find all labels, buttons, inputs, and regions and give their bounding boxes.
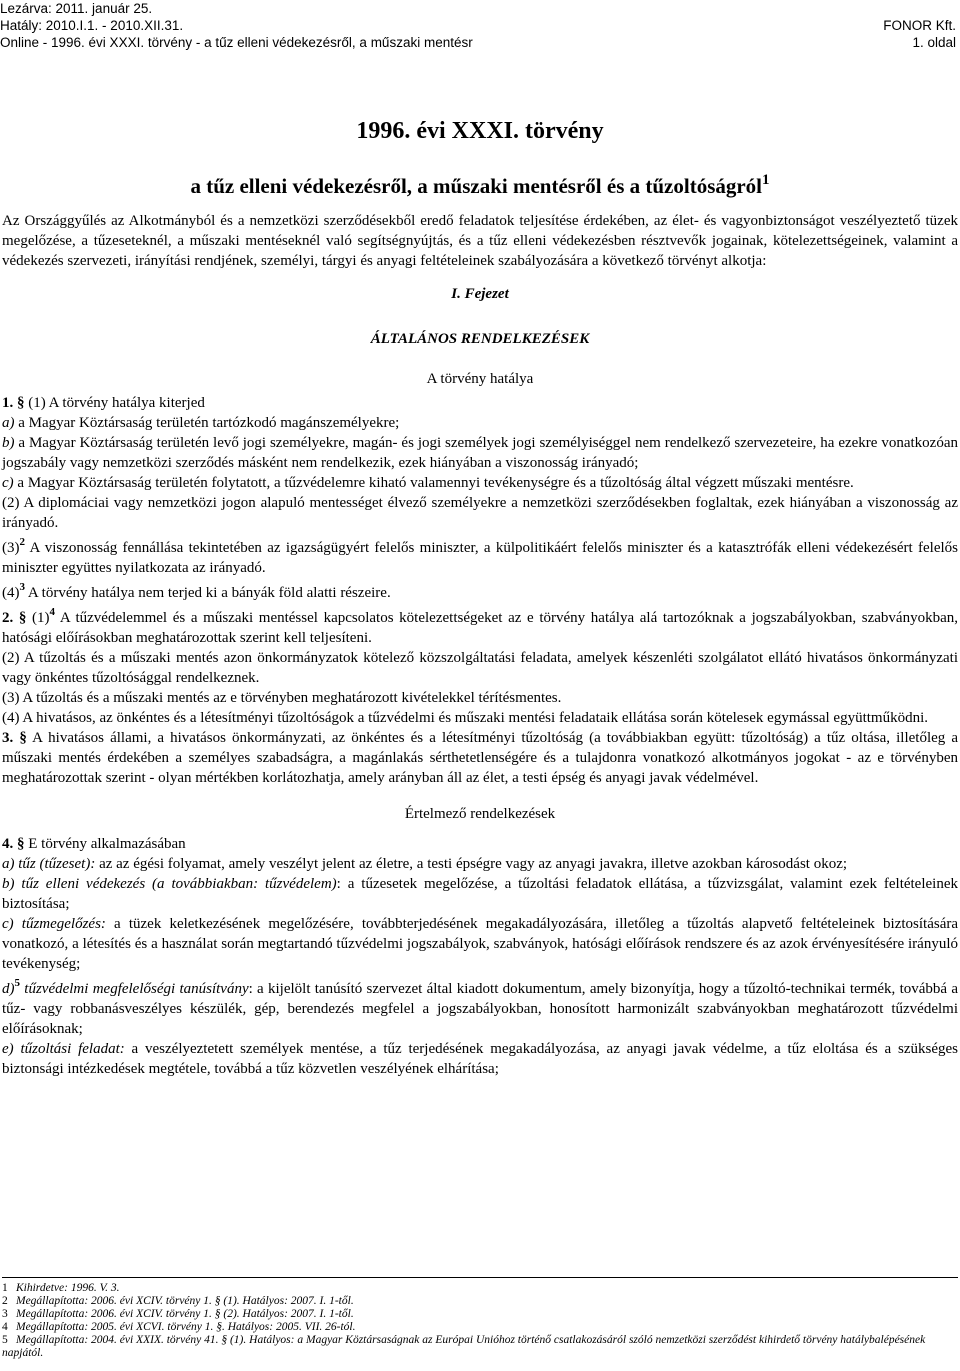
definition-term: tűzvédelmi megfelelőségi tanúsítvány bbox=[20, 981, 249, 997]
section-2-para-1 bbox=[2, 608, 958, 648]
section-2-para-3: (3) A tűzoltás és a műszaki mentés az e törvényben meghatározott kivételekkel térítésmentes. bbox=[2, 690, 562, 706]
footnote-ref-3[interactable]: 3 bbox=[19, 581, 25, 593]
footnote-5 bbox=[2, 1334, 958, 1360]
section-number: 2. bbox=[2, 610, 14, 626]
section-4-intro bbox=[2, 834, 958, 854]
item-label: b) bbox=[2, 435, 15, 451]
definition-term: c) tűzmegelőzés: bbox=[2, 916, 106, 932]
item-text: a Magyar Köztársaság területén folytatott, a tűzvédelemre kiható valamennyi tevékenységre és a tűzoltóság által végzett műszaki mentésre. bbox=[17, 475, 854, 491]
section-sign: § bbox=[18, 610, 27, 626]
item-text: a Magyar Köztársaság területén tartózkodó magánszemélyekre; bbox=[18, 415, 400, 431]
item-label: a) bbox=[2, 415, 15, 431]
section-1-para-3 bbox=[2, 538, 958, 578]
footnote-number: 3 bbox=[2, 1308, 8, 1320]
chapter-number: I. Fejezet bbox=[451, 286, 509, 302]
footnote-text: Megállapította: 2004. évi XXIX. törvény 41. § (1). Hatályos: a Magyar Köztársaságnak az Európai Unióhoz történő csatlakozásáról szóló nemzetközi szerződést kihirdető törvény hatálybalépésének napjától. bbox=[2, 1334, 926, 1359]
footnote-text: Megállapította: 2006. évi XCIV. törvény 1. § (2). Hatályos: 2007. I. 1-től. bbox=[16, 1308, 354, 1320]
section-1-item-c bbox=[2, 473, 958, 493]
chapter-title: ÁLTALÁNOS RENDELKEZÉSEK bbox=[370, 331, 590, 347]
section-2-para-2: (2) A tűzoltás és a műszaki mentés azon önkormányzatok kötelező közszolgáltatási feladata, amelyek készenléti szolgálatot ellátó hivatásos önkormányzati vagy önkéntes tűzoltósággal rendelkeznek. bbox=[2, 650, 958, 686]
section-1-item-a bbox=[2, 413, 958, 433]
paragraph-number: (3) bbox=[2, 540, 20, 556]
footnotes bbox=[2, 1277, 958, 1360]
definition-term: e) tűzoltási feladat: bbox=[2, 1041, 125, 1057]
preamble: Az Országgyűlés az Alkotmányból és a nemzetközi szerződésekből eredő feladatok teljesítése érdekében, az élet- és vagyonbiztonságot veszélyeztető tüzek megelőzése, a tűzeseteknél, a műszaki mentéseknél való segítségnyújtás, és a tűz elleni védekezésben résztvevők jogainak, kötelezettségeinek, valamint a védekezés szervezeti, irányítási rendjének, személyi, tárgyi és anyagi feltételeinek szabályozására a következő törvényt alkotja: bbox=[2, 213, 958, 269]
definition-b bbox=[2, 874, 958, 914]
section-1-para-2: (2) A diplomáciai vagy nemzetközi jogon alapuló mentességet élvező személyekre a nemzetközi szerződésekben foglaltak, ezek hiányában a viszonosság az irányadó. bbox=[2, 495, 958, 531]
header-left bbox=[0, 0, 473, 51]
footnote-number: 5 bbox=[2, 1334, 8, 1346]
definition-text: a tüzek keletkezésének megelőzésére, továbbterjedésének megakadályozására, illetőleg a tűzoltás alapvető feltételeinek biztosítására vonatkozó, a létesítés és a használat során megtartandó tűzvédelmi jogszabályok, szabványok, hatósági előírások rendszere és az azok érvényesítésére irányuló tevékenység; bbox=[2, 916, 959, 972]
definition-term: a) tűz (tűzeset): bbox=[2, 856, 96, 872]
definition-label: d) bbox=[2, 981, 15, 997]
definition-d bbox=[2, 979, 958, 1039]
footnote-2 bbox=[2, 1295, 958, 1308]
paragraph-text: (1) A törvény hatálya kiterjed bbox=[28, 395, 205, 411]
law-title: 1996. évi XXXI. törvény bbox=[356, 118, 604, 144]
document-body bbox=[2, 211, 958, 1079]
footnote-3 bbox=[2, 1308, 958, 1321]
item-label: c) bbox=[2, 475, 14, 491]
section-3 bbox=[2, 728, 958, 788]
section-number: 1. § bbox=[2, 395, 25, 411]
footnote-text: Megállapította: 2005. évi XCVI. törvény 1. §. Hatályos: 2005. VII. 26-tól. bbox=[16, 1321, 356, 1333]
footnote-number: 4 bbox=[2, 1321, 8, 1333]
section-1-para-1 bbox=[2, 393, 958, 413]
definition-text: : a kijelölt tanúsító szervezet által kiadott dokumentum, amely bizonyítja, hogy a tűzoltó-technikai termék, továbbá a tűz- vagy robbanásveszélyes készülék, gép, berendezés megfelel a jogszabályokban, honosított harmonizált szabványokban meghatározott tűzvédelmi előírásoknak; bbox=[2, 981, 958, 1037]
section-1-item-b bbox=[2, 433, 958, 473]
definition-c bbox=[2, 914, 958, 974]
footnote-1 bbox=[2, 1282, 958, 1295]
section-heading-definitions: Értelmező rendelkezések bbox=[404, 806, 556, 822]
paragraph-text: A hivatásos állami, a hivatásos önkormányzati, az önkéntes és a létesítményi tűzoltóság (a továbbiakban együtt: tűzoltóság) a tűz oltása, illetőleg a műszaki mentés érdekében a személyes szabadságra, a magánlakás sérthetetlenségére és a tulajdonra vonatkozó alkotmányos jogokat - az e törvényben meghatározottak szerint - olyan mértékben korlátozhatja, amely arányban áll az élet, a testi épség és anyagi javak védelmével. bbox=[2, 730, 959, 786]
footnote-ref-1[interactable]: 1 bbox=[762, 172, 770, 188]
publisher: FONOR Kft. bbox=[883, 18, 956, 33]
footnote-text: Megállapította: 2006. évi XCIV. törvény 1. § (1). Hatályos: 2007. I. 1-től. bbox=[16, 1295, 354, 1307]
definition-e bbox=[2, 1039, 958, 1079]
definition-text: az az égési folyamat, amely veszélyt jelent az életre, a testi épségre vagy az anyagi javakra, illetve azokban károsodást okoz; bbox=[95, 856, 848, 872]
section-2-para-4: (4) A hivatásos, az önkéntes és a létesítményi tűzoltóságok a tűzvédelmi és műszaki mentési feladataik ellátása során kötelesek egymással együttműködni. bbox=[2, 710, 928, 726]
footnote-number: 2 bbox=[2, 1295, 8, 1307]
footnote-ref-4[interactable]: 4 bbox=[49, 606, 56, 618]
law-subtitle-text: a tűz elleni védekezésről, a műszaki mentésről és a tűzoltóságról bbox=[190, 174, 763, 198]
definition-a bbox=[2, 854, 958, 874]
footnote-ref-5[interactable]: 5 bbox=[14, 977, 20, 989]
footnote-number: 1 bbox=[2, 1282, 8, 1294]
paragraph-text: A tűzvédelemmel és a műszaki mentéssel kapcsolatos kötelezettségeket az e törvény hatálya alá tartozóknak a jogszabályokban, szabványokban, hatósági előírásokban meghatározottak szerint kell teljesíteni. bbox=[2, 610, 958, 646]
paragraph-text: E törvény alkalmazásában bbox=[24, 836, 186, 852]
definition-text: : a tűzesetek megelőzése, a tűzoltási feladatok ellátása, a tűzvizsgálat, valamint ezek feltételeinek biztosítása; bbox=[2, 876, 958, 912]
header-right bbox=[883, 17, 956, 51]
item-text: a Magyar Köztársaság területén levő jogi személyekre, magán- és jogi személyek jogi személyiséggel nem rendelkező szervezeteire, ha ezekre vonatkozóan jogszabály vagy nemzetközi szerződés másként nem rendelkezik, ezek hiányában a viszonosság irányadó; bbox=[2, 435, 958, 471]
law-subtitle bbox=[0, 172, 960, 199]
definition-term: b) tűz elleni védekezés (a továbbiakban: tűzvédelem) bbox=[2, 876, 337, 892]
document-reference: Online - 1996. évi XXXI. törvény - a tűz elleni védekezésről, a műszaki mentésr bbox=[0, 35, 473, 50]
page-number: 1. oldal bbox=[912, 35, 956, 50]
paragraph-number: (1) bbox=[32, 610, 50, 626]
paragraph-text: A törvény hatálya nem terjed ki a bányák föld alatti részeire. bbox=[25, 585, 391, 601]
definition-text: a veszélyeztetett személyek mentése, a tűz terjedésének megakadályozása, az anyagi javak védelme, a tűz eloltása és a szükséges biztonsági intézkedések megtétele, továbbá a tűz közvetlen veszélyének elhárítása; bbox=[2, 1041, 958, 1077]
section-number: 3. § bbox=[2, 730, 27, 746]
closed-date: Lezárva: 2011. január 25. bbox=[0, 1, 153, 16]
footnote-text: Kihirdetve: 1996. V. 3. bbox=[16, 1282, 120, 1294]
section-number: 4. § bbox=[2, 836, 25, 852]
footnote-ref-2[interactable]: 2 bbox=[19, 536, 25, 548]
section-heading-scope: A törvény hatálya bbox=[426, 371, 534, 387]
footnote-4 bbox=[2, 1321, 958, 1334]
validity-range: Hatály: 2010.I.1. - 2010.XII.31. bbox=[0, 18, 184, 33]
paragraph-number: (4) bbox=[2, 585, 20, 601]
section-1-para-4 bbox=[2, 583, 958, 603]
paragraph-text: A viszonosság fennállása tekintetében az igazságügyért felelős miniszter, a külpolitikáért felelős miniszter és a katasztrófák elleni védekezésért felelős miniszter együttes nyilatkozata az irányadó. bbox=[2, 540, 958, 576]
